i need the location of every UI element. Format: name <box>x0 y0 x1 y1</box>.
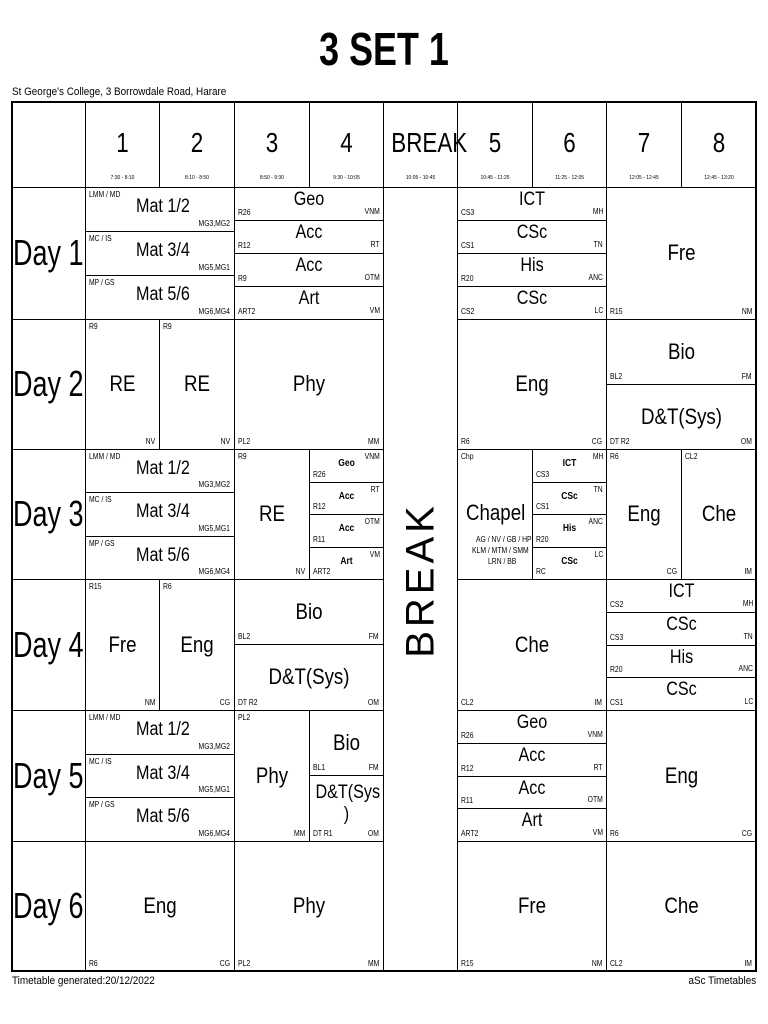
d1-opt-a-3 <box>235 287 384 320</box>
d3-opt-a-2 <box>310 515 384 548</box>
subject: Acc <box>295 255 323 276</box>
subject: Phy <box>255 762 289 788</box>
room: R11 <box>313 534 325 544</box>
room: BL2 <box>610 372 623 381</box>
d1-french <box>607 188 757 320</box>
teachers: MC / IS <box>89 756 112 766</box>
teacher: IM <box>744 567 752 576</box>
d6-english <box>86 842 235 972</box>
teacher: NM <box>144 698 155 707</box>
subject: Eng <box>143 893 177 918</box>
subject: Mat 1/2 <box>136 719 190 740</box>
subject: Art <box>340 555 353 567</box>
day-label-1 <box>11 188 86 320</box>
d6-physics <box>235 842 384 972</box>
teacher: RT <box>594 762 603 772</box>
teacher: VM <box>369 549 380 559</box>
teacher: FM <box>369 632 379 641</box>
room: R12 <box>461 763 474 773</box>
teachers: KLM / MTM / SMM <box>472 546 529 555</box>
room: PL2 <box>238 437 251 446</box>
subject: CSc <box>516 222 548 243</box>
room: PL2 <box>238 713 251 722</box>
room: RC <box>536 567 546 576</box>
room: R26 <box>461 730 474 740</box>
teachers: MP / GS <box>89 278 115 287</box>
subject: Bio <box>295 598 323 624</box>
day-name: Day 5 <box>13 754 84 796</box>
room: R6 <box>461 437 470 446</box>
subject: RE <box>259 501 285 526</box>
room: R6 <box>163 582 172 591</box>
d3-maths-3 <box>86 537 235 580</box>
day-label-5 <box>11 711 86 842</box>
d2-re-2 <box>160 320 235 450</box>
groups: MG5,MG1 <box>198 523 230 533</box>
teachers: LMM / MD <box>89 452 121 461</box>
subject: Geo <box>516 712 548 733</box>
teacher: VNM <box>364 452 380 461</box>
period-header-4 <box>310 101 384 188</box>
room: DT R2 <box>238 698 258 707</box>
room: R15 <box>89 582 102 591</box>
room: CS1 <box>461 241 475 250</box>
teacher: FM <box>742 372 752 381</box>
teacher: CG <box>219 698 230 707</box>
d1-opt-b-0 <box>458 188 607 221</box>
d1-opt-b-1 <box>458 221 607 254</box>
d3-re <box>235 450 310 580</box>
subject: Acc <box>338 523 355 535</box>
d5-opt-a-2 <box>458 777 607 810</box>
period-number: BREAK <box>391 127 468 158</box>
room: R9 <box>89 322 98 331</box>
room: R26 <box>238 208 251 217</box>
d5-opt-a-0 <box>458 711 607 744</box>
period-number: 1 <box>116 127 129 158</box>
teacher: IM <box>594 698 602 707</box>
subject: Art <box>298 288 320 309</box>
d1-opt-b-2 <box>458 254 607 287</box>
subject: CSc <box>516 288 548 309</box>
teacher: IM <box>744 959 752 968</box>
d5-maths-2 <box>86 755 235 799</box>
subject: D&T(Sys) <box>268 664 350 689</box>
period-time: 10:05 - 10:45 <box>405 175 436 181</box>
teacher: MM <box>367 959 379 968</box>
teacher: MM <box>293 829 305 838</box>
subject: Fre <box>517 893 547 918</box>
teacher: NM <box>741 307 752 316</box>
d5-opt-a-1 <box>458 744 607 777</box>
d1-opt-a-0 <box>235 188 384 221</box>
room: R6 <box>610 829 619 838</box>
subject: Eng <box>664 762 699 788</box>
day-label-4 <box>11 580 86 711</box>
room: R9 <box>238 452 247 461</box>
d4-chemistry <box>458 580 607 711</box>
subject: ICT <box>562 458 577 470</box>
room: R12 <box>238 241 251 250</box>
d4-opt-b-2 <box>607 646 757 679</box>
d3-opt-b-2 <box>533 515 607 548</box>
room: Chp <box>461 452 474 461</box>
teacher: OM <box>368 698 379 707</box>
break-column <box>384 188 458 972</box>
d3-chapel <box>458 450 533 580</box>
teacher: NV <box>295 567 305 576</box>
room: R9 <box>238 274 247 283</box>
room: ART2 <box>461 829 479 838</box>
subject: Acc <box>338 490 355 502</box>
teachers: MC / IS <box>89 234 112 243</box>
d4-opt-b-3 <box>607 678 757 711</box>
groups: MG3,MG2 <box>198 741 230 751</box>
period-header-3 <box>235 101 310 188</box>
day-name: Day 2 <box>13 363 84 404</box>
room: CL2 <box>461 698 474 707</box>
teacher: TN <box>593 240 603 249</box>
day-name: Day 3 <box>13 493 84 534</box>
room: CS2 <box>461 307 475 316</box>
d6-chemistry <box>607 842 757 972</box>
teacher: ANC <box>588 273 603 282</box>
d1-maths-3 <box>86 276 235 320</box>
teacher: MM <box>367 437 379 446</box>
period-time: 8:50 - 9:30 <box>260 175 284 181</box>
teacher: NV <box>145 437 155 446</box>
break-label: BREAK <box>398 502 442 658</box>
period-header-6 <box>458 101 533 188</box>
groups: MG6,MG4 <box>198 307 230 316</box>
room: R20 <box>536 534 549 544</box>
subject: Phy <box>292 371 326 396</box>
d1-opt-b-3 <box>458 287 607 320</box>
teacher: CG <box>741 829 752 838</box>
period-number: 7 <box>637 127 651 158</box>
teacher: RT <box>371 240 380 249</box>
subject: Fre <box>108 631 137 657</box>
d3-opt-a-1 <box>310 483 384 516</box>
room: CS1 <box>610 698 624 707</box>
teacher: OM <box>368 829 379 838</box>
period-time: 12:05 - 12:45 <box>629 175 659 181</box>
subject: RE <box>184 371 210 396</box>
teacher: CG <box>219 959 230 968</box>
period-header-7 <box>533 101 607 188</box>
period-header-9 <box>682 101 757 188</box>
room: BL1 <box>313 763 326 772</box>
subject: Mat 3/4 <box>136 240 190 261</box>
school-address: St George's College, 3 Borrowdale Road, Harare <box>12 86 227 98</box>
teacher: LC <box>744 697 753 706</box>
period-time: 12:45 - 13:20 <box>704 175 734 181</box>
d3-opt-a-0 <box>310 450 384 483</box>
subject: Fre <box>667 240 696 265</box>
teacher: FM <box>369 763 379 772</box>
d3-chemistry <box>682 450 757 580</box>
teacher: OTM <box>587 795 603 805</box>
subject: Mat 5/6 <box>136 806 190 828</box>
room: R11 <box>461 796 473 806</box>
subject: Chapel <box>466 500 526 525</box>
d4-english <box>160 580 235 711</box>
d5-english <box>607 711 757 842</box>
subject: Phy <box>292 893 326 918</box>
teacher: NM <box>591 959 602 968</box>
room: PL2 <box>238 959 251 968</box>
room: R15 <box>610 307 623 316</box>
d5-physics <box>235 711 310 842</box>
subject: ICT <box>668 581 695 602</box>
d5-maths-1 <box>86 711 235 755</box>
day-label-2 <box>11 320 86 450</box>
subject: ) <box>343 804 350 825</box>
teacher: CG <box>666 567 677 576</box>
period-number: 6 <box>563 127 576 158</box>
d2-english <box>458 320 607 450</box>
subject: Che <box>514 631 550 657</box>
subject: Geo <box>293 189 325 210</box>
subject: Che <box>664 893 699 918</box>
d2-biology <box>607 320 757 385</box>
period-time: 11:25 - 12:05 <box>554 175 585 181</box>
period-number: 2 <box>190 127 204 158</box>
subject: D&T(Sys <box>315 782 381 803</box>
teacher: NV <box>220 437 230 446</box>
timetable-title: 3 SET 1 <box>319 23 449 75</box>
room: DT R1 <box>313 829 333 838</box>
teachers: MP / GS <box>89 800 115 810</box>
room: CS3 <box>461 208 475 217</box>
teacher: TN <box>743 631 753 641</box>
subject: Eng <box>515 371 549 396</box>
teacher: MH <box>742 598 753 608</box>
period-time: 9:30 - 10:05 <box>333 175 360 181</box>
d4-design-tech <box>235 645 384 711</box>
room: CL2 <box>610 959 623 968</box>
subject: Mat 5/6 <box>136 284 190 305</box>
teacher: VNM <box>587 729 603 739</box>
room: DT R2 <box>610 437 630 446</box>
groups: MG6,MG4 <box>198 828 230 838</box>
d3-maths-1 <box>86 450 235 493</box>
d4-opt-b-0 <box>607 580 757 613</box>
period-header-8 <box>607 101 682 188</box>
subject: Acc <box>295 222 323 243</box>
room: R15 <box>461 959 474 968</box>
room: ART2 <box>313 567 331 576</box>
generator-credit: aSc Timetables <box>688 975 756 987</box>
period-number: 8 <box>712 127 726 158</box>
period-number: 5 <box>488 127 502 158</box>
room: R20 <box>610 665 623 675</box>
subject: ICT <box>518 189 546 210</box>
room: CL2 <box>685 452 698 461</box>
d2-re-1 <box>86 320 160 450</box>
period-header-2 <box>160 101 235 188</box>
subject: Mat 3/4 <box>136 762 190 784</box>
d5-opt-a-3 <box>458 809 607 842</box>
d4-opt-b-1 <box>607 613 757 646</box>
room: R26 <box>313 469 326 479</box>
d1-opt-a-1 <box>235 221 384 254</box>
d1-maths-1 <box>86 188 235 232</box>
teacher: TN <box>593 484 603 494</box>
teacher: VNM <box>364 207 380 216</box>
subject: Eng <box>180 631 214 657</box>
teacher: MH <box>592 207 603 216</box>
teacher: CG <box>591 437 602 446</box>
timetable-grid <box>11 101 757 972</box>
subject: Mat 5/6 <box>136 544 190 566</box>
groups: MG3,MG2 <box>198 480 230 490</box>
teacher: VM <box>592 828 603 837</box>
groups: MG5,MG1 <box>198 263 230 272</box>
subject: Che <box>701 501 737 526</box>
subject: CSc <box>561 555 578 567</box>
subject: Mat 3/4 <box>136 501 190 523</box>
room: CS3 <box>610 632 624 642</box>
period-number: 3 <box>265 127 279 158</box>
d5-maths-3 <box>86 798 235 842</box>
subject: Mat 1/2 <box>136 458 190 479</box>
d4-french <box>86 580 160 711</box>
period-time: 10:45 - 11:25 <box>480 175 510 181</box>
teacher: ANC <box>588 517 603 526</box>
teacher: MH <box>592 452 603 461</box>
day-label-3 <box>11 450 86 580</box>
d3-opt-a-3 <box>310 548 384 581</box>
teacher: LC <box>594 306 603 315</box>
teachers: LMM / MD <box>89 713 121 722</box>
room: CS2 <box>610 599 624 609</box>
subject: Acc <box>518 744 546 766</box>
room: BL2 <box>238 632 251 641</box>
subject: RE <box>109 371 136 396</box>
d3-opt-b-3 <box>533 548 607 581</box>
period-number: 4 <box>340 127 353 158</box>
subject: Mat 1/2 <box>136 196 190 217</box>
header-corner <box>11 101 86 188</box>
subject: Eng <box>627 501 661 526</box>
day-name: Day 4 <box>13 623 84 665</box>
subject: D&T(Sys) <box>640 403 723 429</box>
room: R9 <box>163 322 172 331</box>
room: ART2 <box>238 307 256 316</box>
teacher: RT <box>371 484 380 494</box>
subject: Bio <box>667 338 696 364</box>
d5-design-tech <box>310 776 384 842</box>
groups: MG6,MG4 <box>198 566 230 576</box>
groups: MG3,MG2 <box>198 219 230 228</box>
period-header-5 <box>384 101 468 188</box>
subject: CSc <box>666 613 697 635</box>
period-time: 8:10 - 8:50 <box>185 175 209 181</box>
day-name: Day 6 <box>13 885 84 926</box>
room: R6 <box>610 452 619 461</box>
d3-english <box>607 450 682 580</box>
room: R20 <box>461 274 474 283</box>
generated-date: Timetable generated:20/12/2022 <box>12 975 155 987</box>
subject: CSc <box>561 490 578 502</box>
subject: His <box>562 523 577 535</box>
subject: Geo <box>338 458 355 470</box>
day-name: Day 1 <box>13 232 84 273</box>
subject: His <box>520 255 544 276</box>
subject: Acc <box>518 777 546 799</box>
d1-opt-a-2 <box>235 254 384 287</box>
d4-biology <box>235 580 384 645</box>
subject: Bio <box>332 729 361 755</box>
room: R12 <box>313 502 326 511</box>
room: CS3 <box>536 469 550 479</box>
d6-french <box>458 842 607 972</box>
teachers: MC / IS <box>89 495 112 505</box>
d5-biology <box>310 711 384 776</box>
d3-maths-2 <box>86 493 235 536</box>
room: CS1 <box>536 502 550 511</box>
teacher: OM <box>741 437 752 446</box>
teachers: LMM / MD <box>89 190 121 199</box>
teachers: AG / NV / GB / HP <box>476 535 532 544</box>
teacher: ANC <box>738 664 753 674</box>
groups: MG5,MG1 <box>198 785 230 795</box>
day-label-6 <box>11 842 86 972</box>
room: R6 <box>89 959 98 968</box>
d1-maths-2 <box>86 232 235 276</box>
subject: His <box>669 646 694 668</box>
teacher: VM <box>369 306 380 315</box>
d2-physics <box>235 320 384 450</box>
teacher: LC <box>594 549 603 559</box>
teacher: OTM <box>364 273 380 282</box>
teachers: MP / GS <box>89 538 115 548</box>
teacher: OTM <box>364 517 380 526</box>
period-time: 7:30 - 8:10 <box>110 175 135 181</box>
d3-opt-b-0 <box>533 450 607 483</box>
d3-opt-b-1 <box>533 483 607 516</box>
d2-design-tech <box>607 385 757 450</box>
teachers: LRN / BB <box>488 557 517 566</box>
subject: CSc <box>666 679 697 701</box>
period-header-1 <box>86 101 160 188</box>
subject: Art <box>521 810 543 832</box>
